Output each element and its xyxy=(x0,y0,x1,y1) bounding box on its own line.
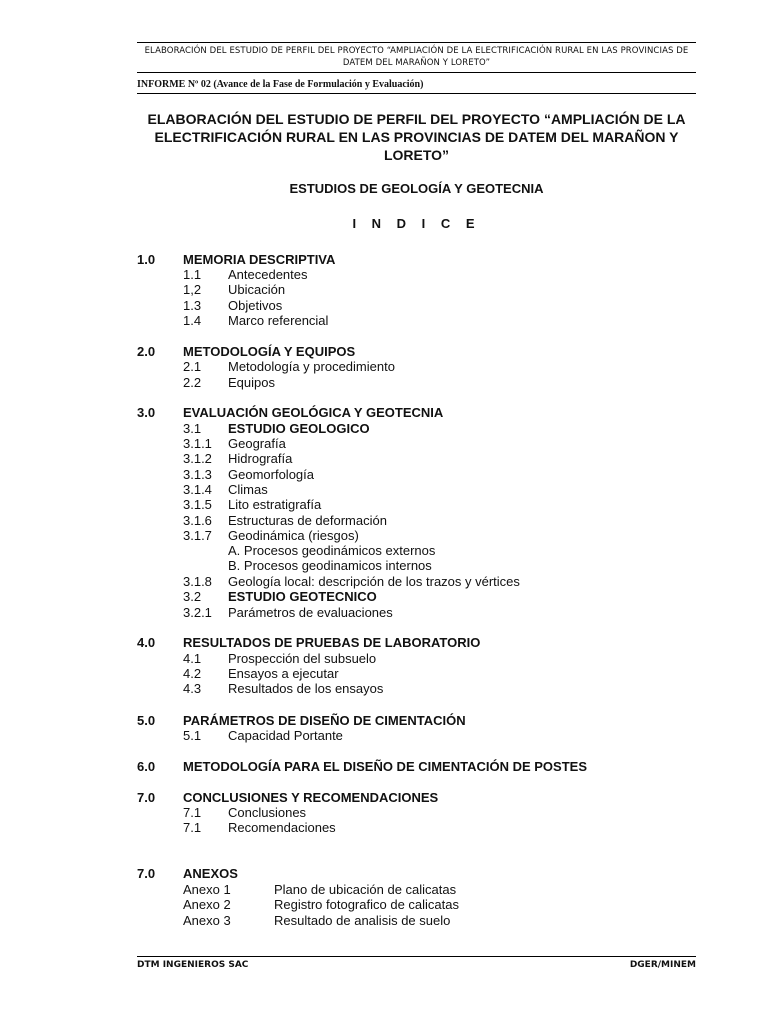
footer-rule xyxy=(137,956,696,957)
toc-label: Geodinámica (riesgos) xyxy=(228,528,359,543)
toc-label: PARÁMETROS DE DISEÑO DE CIMENTACIÓN xyxy=(183,713,466,728)
toc-label: Hidrografía xyxy=(228,451,293,466)
running-header: ELABORACIÓN DEL ESTUDIO DE PERFIL DEL PROYECTO “AMPLIACIÓN DE LA ELECTRIFICACIÓN RURAL EN LAS PROVINCIAS DE DATEM DEL MARAÑON Y LORETO” xyxy=(144,46,689,68)
toc-number: 1.3 xyxy=(183,298,202,313)
toc-number: 3.2.1 xyxy=(183,605,212,620)
toc-label: Parámetros de evaluaciones xyxy=(228,605,393,620)
toc-label: Conclusiones xyxy=(228,805,307,820)
report-label: INFORME Nº 02 (Avance de la Fase de Formulación y Evaluación) xyxy=(137,79,424,90)
document-title: ELABORACIÓN DEL ESTUDIO DE PERFIL DEL PROYECTO “AMPLIACIÓN DE LA ELECTRIFICACIÓN RURAL EN LAS PROVINCIAS DE DATEM DEL MARAÑON Y LORETO” xyxy=(147,111,686,163)
toc-number: 7.0 xyxy=(137,866,156,881)
toc-label: METODOLOGÍA Y EQUIPOS xyxy=(183,344,356,359)
toc-label: Geografía xyxy=(228,436,286,451)
toc-number: 7.0 xyxy=(137,790,156,805)
toc-number: 1.1 xyxy=(183,267,202,282)
footer-agency: DGER/MINEM xyxy=(629,960,696,970)
toc-number: 2.0 xyxy=(137,344,156,359)
toc-label: Capacidad Portante xyxy=(228,728,343,743)
toc-label: Climas xyxy=(228,482,268,497)
toc-label: Plano de ubicación de calicatas xyxy=(274,882,457,897)
toc-label: Ubicación xyxy=(228,282,286,297)
toc-label: Resultados de los ensayos xyxy=(228,681,384,696)
toc-number: 7.1 xyxy=(183,820,202,835)
toc-number: 7.1 xyxy=(183,805,202,820)
toc-number: 1,2 xyxy=(183,282,202,297)
toc-label: B. Procesos geodinamicos internos xyxy=(228,558,432,573)
toc-number: 3.1.5 xyxy=(183,497,212,512)
toc-label: A. Procesos geodinámicos externos xyxy=(228,543,436,558)
toc-label: Ensayos a ejecutar xyxy=(228,666,339,681)
toc-number: 3.1.1 xyxy=(183,436,212,451)
toc-number: 3.1.8 xyxy=(183,574,212,589)
toc-number: 3.1.7 xyxy=(183,528,212,543)
toc-number: 4.2 xyxy=(183,666,202,681)
header-rule-middle xyxy=(137,72,696,73)
toc-label: Resultado de analisis de suelo xyxy=(274,913,451,928)
document-subtitle: ESTUDIOS DE GEOLOGÍA Y GEOTECNIA xyxy=(289,181,544,196)
toc-label: ESTUDIO GEOTECNICO xyxy=(228,589,377,604)
toc-label: Estructuras de deformación xyxy=(228,513,387,528)
toc-label: RESULTADOS DE PRUEBAS DE LABORATORIO xyxy=(183,635,481,650)
toc-number: 3.1.2 xyxy=(183,451,212,466)
toc-number: 4.1 xyxy=(183,651,202,666)
toc-number: 3.0 xyxy=(137,405,156,420)
toc-label: Objetivos xyxy=(228,298,283,313)
footer-company: DTM INGENIEROS SAC xyxy=(137,960,249,970)
header-rule-bottom xyxy=(137,93,696,94)
index-heading: I N D I C E xyxy=(352,216,481,231)
toc-number: 6.0 xyxy=(137,759,156,774)
toc-number: 2.2 xyxy=(183,375,202,390)
toc-number: 2.1 xyxy=(183,359,202,374)
toc-number: 5.1 xyxy=(183,728,202,743)
toc-label: Lito estratigrafía xyxy=(228,497,322,512)
toc-label: METODOLOGÍA PARA EL DISEÑO DE CIMENTACIÓN DE POSTES xyxy=(183,759,587,774)
toc-label: Geomorfología xyxy=(228,467,314,482)
toc-label: Antecedentes xyxy=(228,267,308,282)
toc-label: ANEXOS xyxy=(183,866,238,881)
toc-label: MEMORIA DESCRIPTIVA xyxy=(183,252,336,267)
toc-label: Equipos xyxy=(228,375,275,390)
toc-number: Anexo 2 xyxy=(183,897,231,912)
toc-label: ESTUDIO GEOLOGICO xyxy=(228,421,370,436)
toc-number: Anexo 3 xyxy=(183,913,231,928)
toc-number: 3.1.6 xyxy=(183,513,212,528)
toc-label: Marco referencial xyxy=(228,313,329,328)
toc-number: Anexo 1 xyxy=(183,882,231,897)
header-rule-top xyxy=(137,42,696,43)
toc-number: 1.4 xyxy=(183,313,202,328)
toc-number: 3.1.3 xyxy=(183,467,212,482)
toc-number: 3.1.4 xyxy=(183,482,212,497)
toc-label: EVALUACIÓN GEOLÓGICA Y GEOTECNIA xyxy=(183,405,444,420)
toc-number: 4.3 xyxy=(183,681,202,696)
toc-label: Metodología y procedimiento xyxy=(228,359,395,374)
toc-number: 3.2 xyxy=(183,589,202,604)
toc-label: Registro fotografico de calicatas xyxy=(274,897,459,912)
toc-number: 3.1 xyxy=(183,421,202,436)
toc-label: CONCLUSIONES Y RECOMENDACIONES xyxy=(183,790,439,805)
toc-number: 4.0 xyxy=(137,635,156,650)
toc-number: 1.0 xyxy=(137,252,156,267)
toc-label: Geología local: descripción de los trazos y vértices xyxy=(228,574,520,589)
toc-number: 5.0 xyxy=(137,713,156,728)
toc-label: Prospección del subsuelo xyxy=(228,651,377,666)
toc-label: Recomendaciones xyxy=(228,820,336,835)
